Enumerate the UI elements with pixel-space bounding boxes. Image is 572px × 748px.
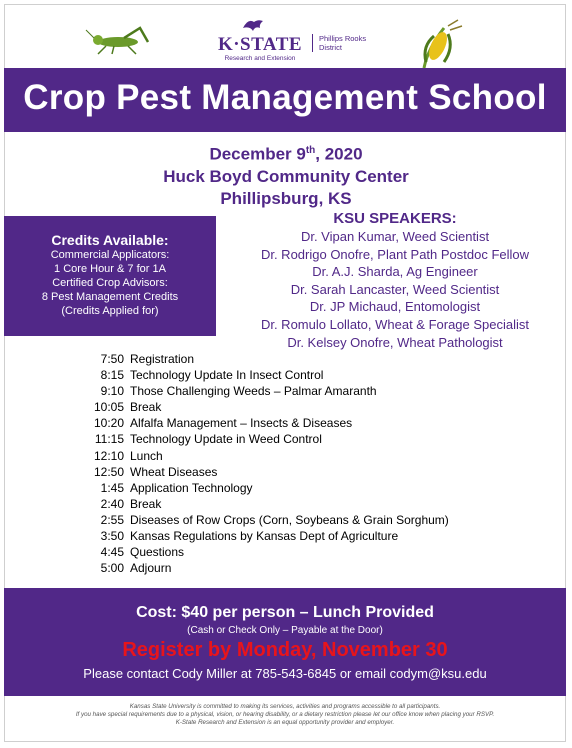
schedule-item: Technology Update in Weed Control: [130, 432, 322, 447]
schedule-time: 10:05: [93, 400, 124, 415]
schedule-row: [90, 383, 550, 399]
schedule-time: 11:15: [94, 432, 124, 447]
disclaimer: [4, 703, 566, 727]
schedule-item: Break: [130, 496, 162, 511]
schedule-time: 7:50: [100, 352, 124, 366]
schedule-list: [90, 351, 550, 576]
credits-line: (Credits Applied for): [61, 305, 159, 317]
schedule-row: [90, 415, 550, 431]
credits-title: Credits Available:: [51, 232, 169, 248]
event-info: [0, 140, 572, 210]
corn-icon: [414, 18, 466, 70]
register-deadline: Register by Monday, November 30: [122, 639, 448, 661]
schedule-time: 12:10: [93, 448, 124, 463]
schedule-item: Questions: [130, 545, 185, 560]
schedule-item: Application Technology: [130, 480, 253, 495]
speakers-title: KSU SPEAKERS:: [333, 210, 457, 227]
kstate-subtitle: Research and Extension: [224, 55, 296, 62]
schedule-time: 5:00: [100, 561, 124, 576]
wildcat-icon: [242, 18, 264, 32]
schedule-row: [90, 431, 550, 447]
schedule-item: Wheat Diseases: [130, 464, 218, 479]
speaker-item: Dr. A.J. Sharda, Ag Engineer: [312, 264, 478, 280]
schedule-time: 2:40: [100, 496, 124, 511]
payment-note: (Cash or Check Only – Payable at the Door): [187, 625, 383, 636]
credits-line: 8 Pest Management Credits: [41, 291, 179, 303]
schedule-time: 4:45: [100, 545, 124, 560]
speaker-item: Dr. Romulo Lollato, Wheat & Forage Specialist: [260, 316, 530, 332]
disclaimer-line: If you have special requirements due to a physical, vision, or hearing disability, or a dietary restriction please let our office know when placing your RSVP.: [75, 711, 495, 718]
credits-line: Commercial Applicators:: [50, 249, 170, 261]
schedule-item: Alfalfa Management – Insects & Diseases: [130, 416, 353, 431]
page-title: Crop Pest Management School: [23, 78, 547, 117]
kstate-wordmark: K·STATE: [217, 34, 303, 55]
credits-line: 1 Core Hour & 7 for 1A: [54, 263, 166, 275]
grasshopper-icon: [84, 26, 154, 56]
schedule-row: [90, 512, 550, 528]
disclaimer-line: K-State Research and Extension is an equal opportunity provider and employer.: [175, 719, 395, 726]
credits-line: Certified Crop Advisors:: [52, 277, 168, 289]
event-venue: Huck Boyd Community Center: [163, 166, 409, 186]
schedule-time: 8:15: [100, 368, 124, 383]
schedule-row: [90, 367, 550, 383]
schedule-row: [90, 480, 550, 496]
schedule-time: 9:10: [100, 384, 124, 399]
schedule-time: 2:55: [100, 512, 124, 527]
schedule-row: [90, 448, 550, 464]
speaker-item: Dr. Vipan Kumar, Weed Scientist: [300, 229, 490, 244]
schedule-row: [90, 560, 550, 576]
speaker-item: Dr. Rodrigo Onofre, Plant Path Postdoc Fellow: [260, 246, 530, 262]
header-logos: [0, 8, 572, 64]
schedule-time: 12:50: [93, 464, 124, 479]
schedule-row: [90, 351, 550, 367]
cost-text: Cost: $40 per person – Lunch Provided: [136, 604, 434, 621]
disclaimer-line: Kansas State University is committed to making its services, activities and programs accessible to all participants.: [129, 703, 441, 710]
schedule-item: Kansas Regulations by Kansas Dept of Agriculture: [130, 529, 399, 544]
credits-box: [4, 216, 216, 336]
schedule-time: 3:50: [100, 529, 124, 544]
schedule-item: Registration: [130, 352, 195, 366]
speakers-list: [230, 210, 560, 351]
schedule-row: [90, 399, 550, 415]
speaker-item: Dr. Sarah Lancaster, Weed Scientist: [290, 281, 500, 297]
district-label: Phillips Rooks District: [312, 34, 379, 52]
schedule-time: 10:20: [93, 416, 124, 431]
event-city: Phillipsburg, KS: [220, 188, 352, 208]
schedule-row: [90, 496, 550, 512]
footer-banner: [4, 588, 566, 696]
schedule-row: [90, 464, 550, 480]
speaker-item: Dr. JP Michaud, Entomologist: [309, 299, 481, 315]
contact-info: Please contact Cody Miller at 785-543-6845 or email codym@ksu.edu: [83, 666, 487, 681]
schedule-item: Diseases of Row Crops (Corn, Soybeans & Grain Sorghum): [130, 512, 449, 527]
schedule-row: [90, 544, 550, 560]
kstate-logo: [212, 18, 372, 66]
schedule-time: 1:45: [100, 480, 124, 495]
schedule-item: Technology Update In Insect Control: [130, 368, 324, 383]
speaker-item: Dr. Kelsey Onofre, Wheat Pathologist: [287, 334, 503, 350]
title-banner: [4, 68, 566, 132]
schedule-item: Adjourn: [130, 561, 172, 576]
schedule-item: Break: [130, 400, 162, 415]
schedule-item: Lunch: [130, 448, 163, 463]
event-date: December 9th, 2020: [209, 144, 363, 164]
schedule-item: Those Challenging Weeds – Palmar Amaranth: [130, 384, 377, 399]
schedule-row: [90, 528, 550, 544]
